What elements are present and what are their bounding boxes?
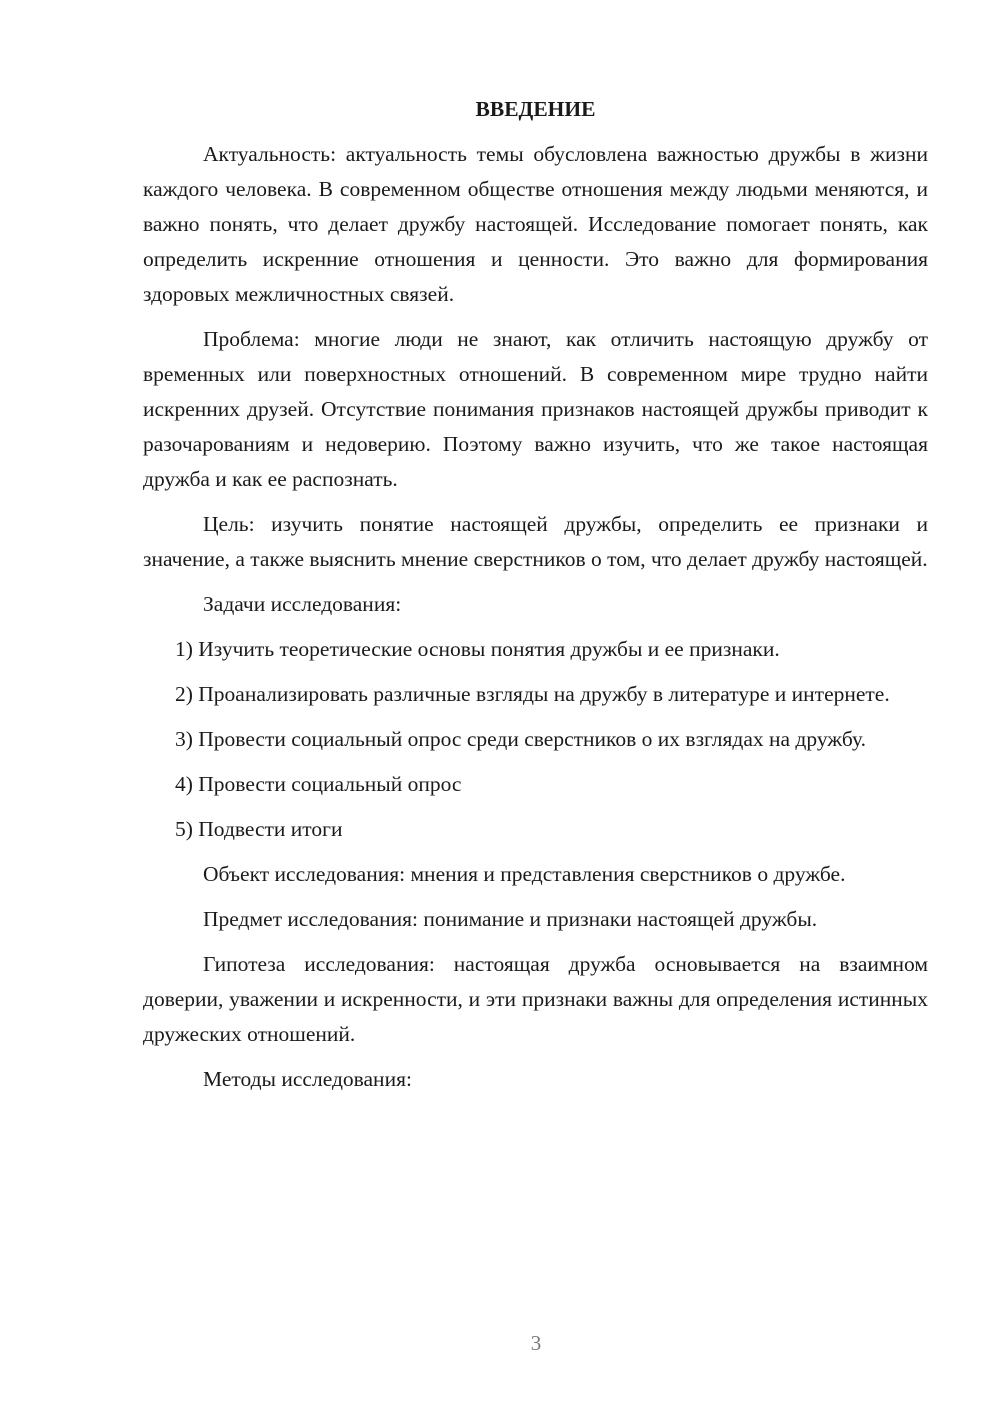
task-item: 5) Подвести итоги	[175, 817, 343, 841]
methods-heading: Методы исследования:	[203, 1067, 412, 1091]
relevance-paragraph: Актуальность: актуальность темы обусловлена важностью дружбы в жизни каждого человека. В современном обществе отношения между людьми меняются, и важно понять, что делает дружбу настоящей. Исследование помогает понять, как определить искренние отношения и ценности. Это важно для формирования здоровых межличностных связей.	[143, 142, 928, 306]
section-title: ВВЕДЕНИЕ	[475, 97, 596, 121]
problem-paragraph: Проблема: многие люди не знают, как отличить настоящую дружбу от временных или поверхностных отношений. В современном мире трудно найти искренних друзей. Отсутствие понимания признаков настоящей дружбы приводит к разочарованиям и недоверию. Поэтому важно изучить, что же такое настоящая дружба и как ее распознать.	[143, 327, 928, 491]
tasks-heading: Задачи исследования:	[203, 592, 402, 616]
document-page	[143, 92, 928, 1107]
hypothesis-paragraph: Гипотеза исследования: настоящая дружба основывается на взаимном доверии, уважении и искренности, и эти признаки важны для определения истинных дружеских отношений.	[143, 952, 928, 1046]
task-item: 2) Проанализировать различные взгляды на дружбу в литературе и интернете.	[175, 682, 890, 706]
task-item: 4) Провести социальный опрос	[175, 772, 462, 796]
task-item: 1) Изучить теоретические основы понятия дружбы и ее признаки.	[175, 637, 780, 661]
goal-paragraph: Цель: изучить понятие настоящей дружбы, определить ее признаки и значение, а также выяснить мнение сверстников о том, что делает дружбу настоящей.	[143, 512, 928, 571]
task-item: 3) Провести социальный опрос среди сверстников о их взглядах на дружбу.	[175, 727, 866, 751]
object-paragraph: Объект исследования: мнения и представления сверстников о дружбе.	[203, 862, 846, 886]
subject-paragraph: Предмет исследования: понимание и признаки настоящей дружбы.	[203, 907, 818, 931]
page-number: 3	[530, 1331, 542, 1355]
